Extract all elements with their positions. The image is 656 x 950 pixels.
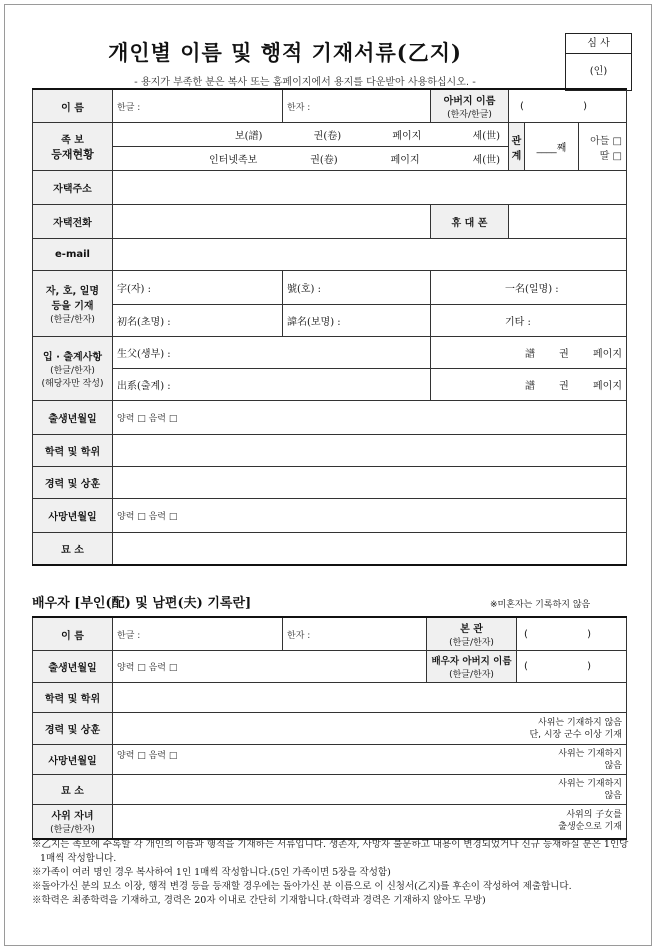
footnote: ※학력은 최종학력을 기재하고, 경력은 20자 이내로 간단히 기재합니다.(학력과 경력은 기재하지 않아도 무방) [32, 895, 486, 906]
footnote: ※乙지는 족보에 수록할 각 개인의 이름과 행적을 기재하는 서류입니다. 생존자, 사망자 불문하고 내용이 변경되었거나 신규 등재하실 분은 1인당 1매씩 작성합니다. [32, 839, 629, 864]
spouse-bongwan-label: 본 관 (한글/한자) [427, 617, 517, 651]
spouse-father-label: 배우자 아버지 이름 (한글/한자) [427, 651, 517, 683]
ho-field[interactable]: 號(호) : [283, 271, 431, 305]
education-label: 학력 및 학위 [33, 435, 113, 467]
genealogy-row-2[interactable]: 인터넷족보 권(卷) 페이지 세(世) [113, 147, 509, 171]
spouse-grave-label: 묘 소 [33, 775, 113, 805]
spouse-grave-field[interactable]: 사위는 기재하지 않음 [113, 775, 627, 805]
spouse-education-label: 학력 및 학위 [33, 683, 113, 713]
grave-label: 묘 소 [33, 533, 113, 565]
phone-label: 자택전화 [33, 205, 113, 239]
page-title: 개인별 이름 및 행적 기재서류(乙지) [108, 40, 462, 65]
page-subtitle: - 용지가 부족한 분은 복사 또는 홈페이지에서 용지를 다운받아 사용하십시오. - [134, 77, 476, 88]
spouse-career-field[interactable]: 사위는 기재하지 않음 단, 시장 군수 이상 기재 [113, 713, 627, 745]
spouse-education-field[interactable] [113, 683, 627, 713]
name-label: 이 름 [33, 89, 113, 123]
mobile-label: 휴 대 폰 [431, 205, 509, 239]
footnotes [32, 838, 632, 908]
adopted-out-field[interactable]: 出系(출계) : [113, 369, 431, 401]
birth-date-field[interactable]: 양력 □ 음력 □ [113, 401, 627, 435]
footnote: ※돌아가신 분의 묘소 이장, 행적 변경 등을 등재할 경우에는 돌아가신 분 이름으로 이 신청서(乙지)를 후손이 작성하여 제출합니다. [32, 881, 572, 892]
career-field[interactable] [113, 467, 627, 499]
genealogy-row-1[interactable]: 보(譜) 권(卷) 페이지 세(世) [113, 123, 509, 147]
father-name-field[interactable]: ( ) [509, 89, 627, 123]
mobile-field[interactable] [509, 205, 627, 239]
adopted-out-genealogy[interactable]: 譜 권 페이지 [431, 369, 627, 401]
spouse-name-korean-field[interactable]: 한글 : [113, 617, 283, 651]
ilmyeong-field[interactable]: 一名(일명) : [431, 271, 627, 305]
phone-field[interactable] [113, 205, 431, 239]
spouse-birth-field[interactable]: 양력 □ 음력 □ [113, 651, 427, 683]
father-name-label: 아버지 이름 (한자/한글) [431, 89, 509, 123]
ja-ho-label: 자, 호, 일명 등을 기재 (한글/한자) [33, 271, 113, 337]
spouse-name-label: 이 름 [33, 617, 113, 651]
name-hanja-field[interactable]: 한자 : [283, 89, 431, 123]
relation-field[interactable]: ____째 [525, 123, 579, 171]
review-box [565, 33, 632, 91]
review-seal: (인) [589, 66, 608, 77]
email-label: e-mail [33, 239, 113, 271]
relation-label: 관계 [509, 123, 525, 171]
education-field[interactable] [113, 435, 627, 467]
etc-field[interactable]: 기타 : [431, 305, 627, 337]
birth-date-label: 출생년월일 [33, 401, 113, 435]
address-field[interactable] [113, 171, 627, 205]
ja-field[interactable]: 字(자) : [113, 271, 283, 305]
career-label: 경력 및 상훈 [33, 467, 113, 499]
spouse-info-table [32, 616, 627, 840]
death-date-label: 사망년월일 [33, 499, 113, 533]
spouse-father-field[interactable]: ( ) [517, 651, 627, 683]
son-daughter-check[interactable]: 아들 □ 딸 □ [579, 123, 627, 171]
email-field[interactable] [113, 239, 627, 271]
spouse-birth-label: 출생년월일 [33, 651, 113, 683]
main-info-table [32, 88, 627, 566]
grave-field[interactable] [113, 533, 627, 565]
spouse-career-label: 경력 및 상훈 [33, 713, 113, 745]
birth-father-genealogy[interactable]: 譜 권 페이지 [431, 337, 627, 369]
bomyeong-field[interactable]: 諱名(보명) : [283, 305, 431, 337]
spouse-death-field[interactable]: 양력 □ 음력 □ 사위는 기재하지 않음 [113, 745, 627, 775]
spouse-bongwan-field[interactable]: ( ) [517, 617, 627, 651]
spouse-death-label: 사망년월일 [33, 745, 113, 775]
spouse-name-hanja-field[interactable]: 한자 : [283, 617, 427, 651]
footnote: ※가족이 여러 명인 경우 복사하여 1인 1매씩 작성합니다.(5인 가족이면 5장을 작성함) [32, 867, 391, 878]
address-label: 자택주소 [33, 171, 113, 205]
adoption-label: 입 · 출계사항 (한글/한자) (해당자만 작성) [33, 337, 113, 401]
genealogy-label: 족 보 등재현황 [33, 123, 113, 171]
chomyeong-field[interactable]: 初名(초명) : [113, 305, 283, 337]
birth-father-field[interactable]: 生父(생부) : [113, 337, 431, 369]
name-korean-field[interactable]: 한글 : [113, 89, 283, 123]
spouse-section-note: ※미혼자는 기록하지 않음 [490, 600, 591, 610]
children-field[interactable]: 사위의 子女를 출생순으로 기재 [113, 805, 627, 839]
review-label: 심 사 [566, 34, 631, 54]
children-label: 사위 자녀 (한글/한자) [33, 805, 113, 839]
spouse-section-title: 배우자 [부인(配) 및 남편(夫) 기록란] [32, 596, 252, 611]
death-date-field[interactable]: 양력 □ 음력 □ [113, 499, 627, 533]
